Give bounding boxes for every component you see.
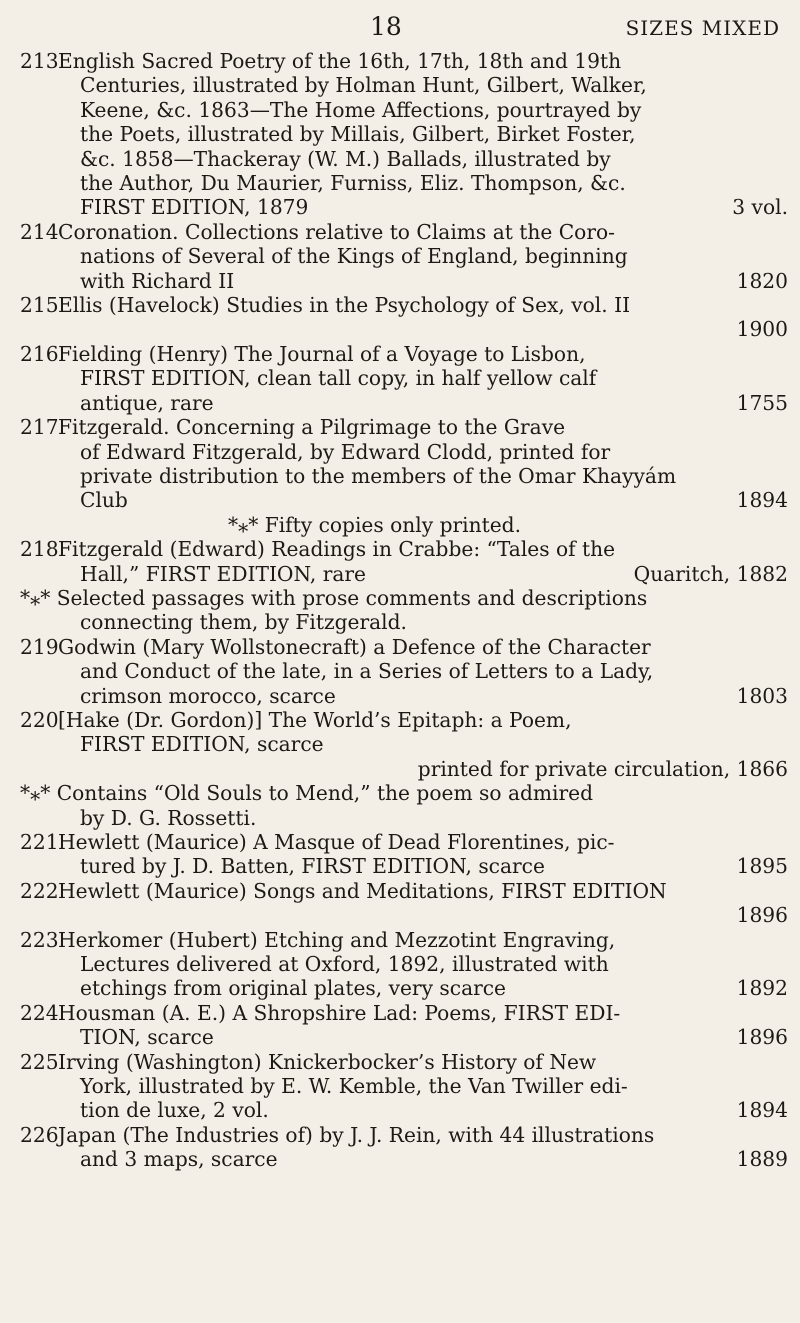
lot-text-line: Hewlett (Maurice) Songs and Meditations, FIRST EDITION	[58, 878, 667, 903]
lot-text-line: York, illustrated by E. W. Kemble, the Van Twiller edi-	[80, 1074, 628, 1099]
lot-note-line: by D. G. Rossetti.	[80, 805, 257, 830]
lot-number: 214	[20, 219, 59, 244]
lot-text-line: private distribution to the members of the Omar Khayyám	[80, 463, 677, 488]
lot-text: tured by J. D. Batten, FIRST EDITION, scarce	[80, 854, 545, 879]
lot-number: 217	[20, 415, 59, 440]
lot-text-line	[58, 317, 788, 341]
lot-text-line: Keene, &c. 1863—The Home Affections, pourtrayed by	[80, 97, 642, 122]
lot-entry	[20, 928, 788, 1001]
lot-date: 1803	[736, 683, 788, 708]
lot-text-line: Fitzgerald. Concerning a Pilgrimage to the Grave	[58, 415, 566, 440]
lot-text: etchings from original plates, very scarce	[80, 976, 507, 1001]
lot-note-line: connecting them, by Fitzgerald.	[80, 610, 407, 635]
lot-text: Hall,” FIRST EDITION, rare	[80, 561, 366, 586]
lot-note	[20, 586, 788, 635]
page-number: 18	[370, 12, 402, 41]
lot-text-line	[58, 1098, 788, 1122]
lot-date: 1895	[736, 854, 788, 879]
lot-text-line: Housman (A. E.) A Shropshire Lad: Poems, FIRST EDI-	[58, 1000, 621, 1025]
lot-text-line: the Author, Du Maurier, Furniss, Eliz. Thompson, &c.	[80, 171, 626, 196]
lot-number: 215	[20, 293, 59, 318]
lot-entry	[20, 1050, 788, 1123]
lot-text: tion de luxe, 2 vol.	[80, 1098, 269, 1123]
lot-text-line: Irving (Washington) Knickerbocker’s History of New	[58, 1049, 597, 1074]
lot-text-line	[58, 976, 788, 1000]
lot-number: 223	[20, 927, 59, 952]
lot-text-line: Lectures delivered at Oxford, 1892, illustrated with	[80, 952, 609, 977]
lot-entry	[20, 635, 788, 708]
lot-text-line	[58, 1025, 788, 1049]
lot-text-line: Centuries, illustrated by Holman Hunt, Gilbert, Walker,	[80, 73, 647, 98]
lot-number: 219	[20, 634, 59, 659]
lot-date: 1894	[736, 1098, 788, 1123]
lot-note-line: *⁎* Selected passages with prose comments and descriptions	[20, 585, 648, 610]
lot-entry	[20, 293, 788, 342]
lot-text-line	[58, 1147, 788, 1171]
lot-number: 225	[20, 1049, 59, 1074]
lot-text-line	[58, 391, 788, 415]
lot-entry	[20, 342, 788, 415]
lot-date: 1892	[736, 976, 788, 1001]
lot-text: antique, rare	[80, 390, 214, 415]
lot-entry	[20, 1123, 788, 1172]
lot-number: 213	[20, 49, 59, 73]
lot-volumes: 3 vol.	[732, 195, 788, 220]
lot-entry	[20, 830, 788, 879]
lot-text-line: and Conduct of the late, in a Series of Letters to a Lady,	[80, 659, 654, 684]
lot-text: FIRST EDITION, 1879	[80, 195, 309, 220]
lot-entry	[20, 415, 788, 537]
lot-text-line	[58, 269, 788, 293]
lot-text: Club	[80, 488, 128, 513]
lot-number: 226	[20, 1122, 59, 1147]
lot-entry	[20, 879, 788, 928]
lot-date: 1900	[736, 317, 788, 342]
lot-number: 220	[20, 707, 59, 732]
lot-text: printed for private circulation, 1866	[417, 756, 788, 781]
lot-text-line: FIRST EDITION, scarce	[80, 732, 324, 757]
lot-text-line: Japan (The Industries of) by J. J. Rein, with 44 illustrations	[58, 1122, 655, 1147]
lot-number: 221	[20, 830, 59, 854]
lot-publisher-date: Quaritch, 1882	[633, 561, 788, 586]
lot-text-line: Herkomer (Hubert) Etching and Mezzotint Engraving,	[58, 927, 616, 952]
lot-text-line: [Hake (Dr. Gordon)] The World’s Epitaph: a Poem,	[58, 707, 572, 732]
lot-number: 218	[20, 537, 59, 562]
lot-text-line: Fielding (Henry) The Journal of a Voyage to Lisbon,	[58, 341, 586, 366]
lot-text-line: English Sacred Poetry of the 16th, 17th, 18th and 19th	[58, 49, 622, 73]
lot-text-line: the Poets, illustrated by Millais, Gilbert, Birket Foster,	[80, 122, 636, 147]
lot-date: 1894	[736, 488, 788, 513]
lot-text: crimson morocco, scarce	[80, 683, 336, 708]
lot-entry	[20, 1001, 788, 1050]
lot-list	[20, 49, 788, 1172]
lot-note: *⁎* Fifty copies only printed.	[228, 512, 521, 537]
lot-note-line: *⁎* Contains “Old Souls to Mend,” the poem so admired	[20, 781, 594, 806]
lot-text: and 3 maps, scarce	[80, 1147, 278, 1172]
lot-number: 216	[20, 341, 59, 366]
lot-text-line: Coronation. Collections relative to Claims at the Coro-	[58, 219, 615, 244]
lot-text-line: of Edward Fitzgerald, by Edward Clodd, printed for	[80, 439, 611, 464]
lot-text-line: Ellis (Havelock) Studies in the Psychology of Sex, vol. II	[58, 293, 631, 318]
lot-text-line	[58, 488, 788, 512]
lot-date: 1755	[736, 390, 788, 415]
lot-text-line	[58, 757, 788, 781]
lot-text-line: nations of Several of the Kings of England, beginning	[80, 244, 628, 269]
lot-entry	[20, 537, 788, 586]
lot-text-line	[58, 195, 788, 219]
lot-date: 1896	[736, 1025, 788, 1050]
lot-text-line	[58, 562, 788, 586]
lot-text-line: Hewlett (Maurice) A Masque of Dead Florentines, pic-	[58, 830, 615, 854]
lot-text-line	[58, 903, 788, 927]
lot-date: 1896	[736, 903, 788, 928]
lot-text: with Richard II	[80, 268, 235, 293]
lot-text-line: Godwin (Mary Wollstonecraft) a Defence of the Character	[58, 634, 651, 659]
lot-entry	[20, 220, 788, 293]
section-title: SIZES MIXED	[625, 16, 780, 40]
lot-text-line: FIRST EDITION, clean tall copy, in half yellow calf	[80, 366, 597, 391]
lot-date: 1820	[736, 268, 788, 293]
lot-text-line: Fitzgerald (Edward) Readings in Crabbe: “Tales of the	[58, 537, 616, 562]
lot-text-line	[58, 684, 788, 708]
lot-number: 222	[20, 878, 59, 903]
page-header	[20, 10, 788, 46]
lot-date: 1889	[736, 1147, 788, 1172]
lot-text-line	[58, 854, 788, 878]
lot-entry	[20, 49, 788, 220]
lot-entry	[20, 708, 788, 781]
lot-text-line: &c. 1858—Thackeray (W. M.) Ballads, illustrated by	[80, 146, 611, 171]
lot-note	[20, 781, 788, 830]
lot-number: 224	[20, 1000, 59, 1025]
lot-text: TION, scarce	[80, 1025, 214, 1050]
